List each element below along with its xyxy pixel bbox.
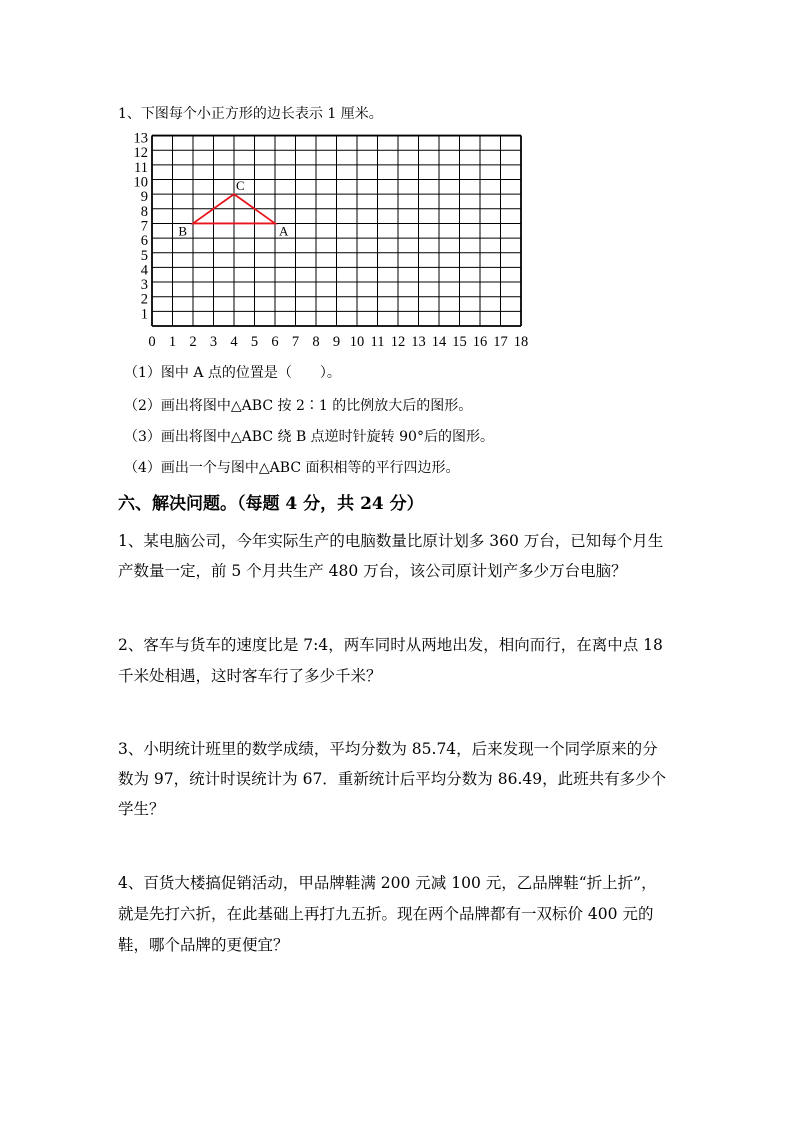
problem-2-line-1: 2、客车与货车的速度比是 7:4，两车同时从两地出发，相向而行，在离中点 18 — [118, 636, 663, 654]
problem-4-line-1: 4、百货大楼搞促销活动，甲品牌鞋满 200 元减 100 元，乙品牌鞋“折上折”， — [118, 874, 657, 892]
x-tick-label: 4 — [230, 334, 238, 350]
x-tick-label: 13 — [411, 334, 426, 350]
x-tick-label: 3 — [209, 334, 218, 350]
y-tick-label: 9 — [140, 189, 148, 206]
x-tick-label: 10 — [349, 334, 365, 350]
x-tick-label: 18 — [513, 334, 529, 350]
problem-3-line-1: 3、小明统计班里的数学成绩，平均分数为 85.74，后来发现一个同学原来的分 — [118, 740, 658, 758]
x-tick-label: 6 — [271, 334, 279, 350]
problem-4-line-3: 鞋，哪个品牌的更便宜？ — [118, 936, 289, 954]
y-tick-label: 4 — [140, 262, 148, 279]
point-label-a: A — [279, 223, 289, 239]
y-tick-label: 12 — [133, 145, 148, 162]
point-label-b: B — [178, 223, 187, 239]
y-tick-label: 1 — [140, 306, 148, 323]
x-tick-label: 15 — [452, 334, 467, 350]
q1-sub-2: （2）画出将图中△ABC 按 2∶1 的比例放大后的图形。 — [124, 398, 473, 414]
y-tick-label: 2 — [140, 291, 148, 308]
section-6-title: 六、解决问题。（每题 4 分，共 24 分） — [118, 494, 424, 514]
x-tick-label: 8 — [312, 334, 320, 350]
y-tick-label: 7 — [140, 218, 148, 235]
problem-4-line-2: 就是先打六折，在此基础上再打九五折。现在两个品牌都有一双标价 400 元的 — [118, 905, 654, 923]
problem-3-line-2: 数为 97，统计时误统计为 67．重新统计后平均分数为 86.49，此班共有多少个 — [118, 770, 667, 788]
x-tick-label: 12 — [390, 334, 406, 350]
coordinate-grid — [120, 127, 540, 357]
y-tick-label: 11 — [134, 159, 148, 176]
x-tick-label: 2 — [189, 334, 197, 350]
point-label-c: C — [236, 178, 245, 194]
q1-sub-3: （3）画出将图中△ABC 绕 B 点逆时针旋转 90°后的图形。 — [124, 429, 494, 445]
x-tick-label: 9 — [332, 334, 341, 350]
y-tick-label: 10 — [133, 174, 148, 191]
x-tick-label: 11 — [370, 334, 385, 350]
q1-intro: 1、下图每个小正方形的边长表示 1 厘米。 — [118, 106, 383, 122]
problem-1-line-1: 1、某电脑公司，今年实际生产的电脑数量比原计划多 360 万台，已知每个月生 — [118, 532, 664, 550]
problem-3-line-3: 学生？ — [118, 800, 165, 818]
problem-2-line-2: 千米处相遇，这时客车行了多少千米？ — [118, 667, 382, 685]
x-tick-label: 17 — [493, 334, 508, 350]
y-tick-label: 3 — [140, 277, 148, 294]
x-tick-label: 16 — [472, 334, 488, 350]
x-tick-label: 5 — [250, 334, 259, 350]
y-tick-label: 8 — [140, 203, 148, 220]
y-tick-label: 13 — [133, 130, 148, 147]
q1-sub-1: （1）图中 A 点的位置是（ ）。 — [124, 365, 341, 381]
y-tick-label: 5 — [140, 247, 148, 264]
q1-sub-4: （4）画出一个与图中△ABC 面积相等的平行四边形。 — [124, 460, 460, 476]
y-tick-label: 6 — [140, 233, 148, 250]
x-tick-label: 14 — [431, 334, 447, 350]
problem-1-line-2: 产数量一定，前 5 个月共生产 480 万台，该公司原计划产多少万台电脑？ — [118, 562, 627, 580]
x-tick-label: 1 — [168, 334, 177, 350]
x-tick-label: 0 — [148, 334, 156, 350]
x-tick-label: 7 — [291, 334, 300, 350]
